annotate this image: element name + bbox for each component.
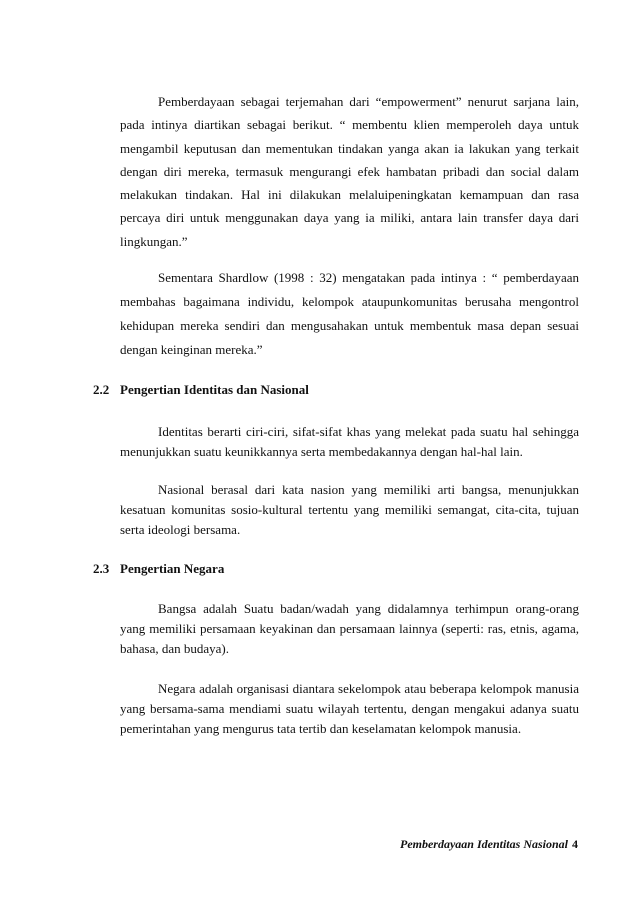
paragraph-identitas <box>120 422 579 462</box>
paragraph-text: Negara adalah organisasi diantara sekelompok atau beberapa kelompok manusia yang bersama-sama mendiami suatu wilayah tertentu, dengan mengakui adanya suatu pemerintahan yang mengurus tata tertib dan keselamatan kelompok manusia. <box>120 681 579 736</box>
paragraph-text: Pemberdayaan sebagai terjemahan dari “empowerment” nenurut sarjana lain, pada intinya diartikan sebagai berikut. “ membentu klien memperoleh daya untuk mengambil keputusan dan mementukan tindakan yanga akan ia lakukan yang terkait dengan diri mereka, termasuk mengurangi efek hambatan pribadi dan social dalam melakukan tindakan. Hal ini dilakukan melaluipeningkatan kemampuan dan rasa percaya diri untuk menggunakan daya yang ia miliki, antara lain transfer daya dari lingkungan.” <box>120 94 579 249</box>
page-number: 4 <box>572 837 578 851</box>
section-title: Pengertian Negara <box>120 561 225 576</box>
section-title: Pengertian Identitas dan Nasional <box>120 382 309 397</box>
paragraph-shardlow-quote <box>120 266 579 362</box>
paragraph-text: Identitas berarti ciri-ciri, sifat-sifat khas yang melekat pada suatu hal sehingga menunjukkan suatu keunikkannya serta membedakannya dengan hal-hal lain. <box>120 424 579 459</box>
footer-title: Pemberdayaan Identitas Nasional <box>399 837 568 851</box>
section-number: 2.3 <box>93 561 110 576</box>
paragraph-text: Bangsa adalah Suatu badan/wadah yang didalamnya terhimpun orang-orang yang memiliki persamaan keyakinan dan persamaan lainnya (seperti: ras, etnis, agama, bahasa, dan budaya). <box>120 601 579 656</box>
paragraph-bangsa <box>120 599 579 659</box>
section-heading-2-3 <box>93 561 224 577</box>
paragraph-text: Sementara Shardlow (1998 : 32) mengatakan pada intinya : “ pemberdayaan membahas bagaimana individu, kelompok ataupunkomunitas berusaha mengontrol kehidupan mereka sendiri dan mengusahakan untuk membentuk masa depan sesuai dengan keinginan mereka.” <box>120 270 579 357</box>
paragraph-negara <box>120 679 579 739</box>
paragraph-nasional <box>120 480 579 540</box>
section-heading-2-2 <box>93 382 309 398</box>
section-number: 2.2 <box>93 382 110 397</box>
paragraph-empowerment-definition <box>120 90 579 253</box>
page-footer <box>400 837 578 852</box>
paragraph-text: Nasional berasal dari kata nasion yang memiliki arti bangsa, menunjukkan kesatuan komunitas sosio-kultural tertentu yang memiliki semangat, cita-cita, tujuan serta ideologi bersama. <box>120 482 579 537</box>
